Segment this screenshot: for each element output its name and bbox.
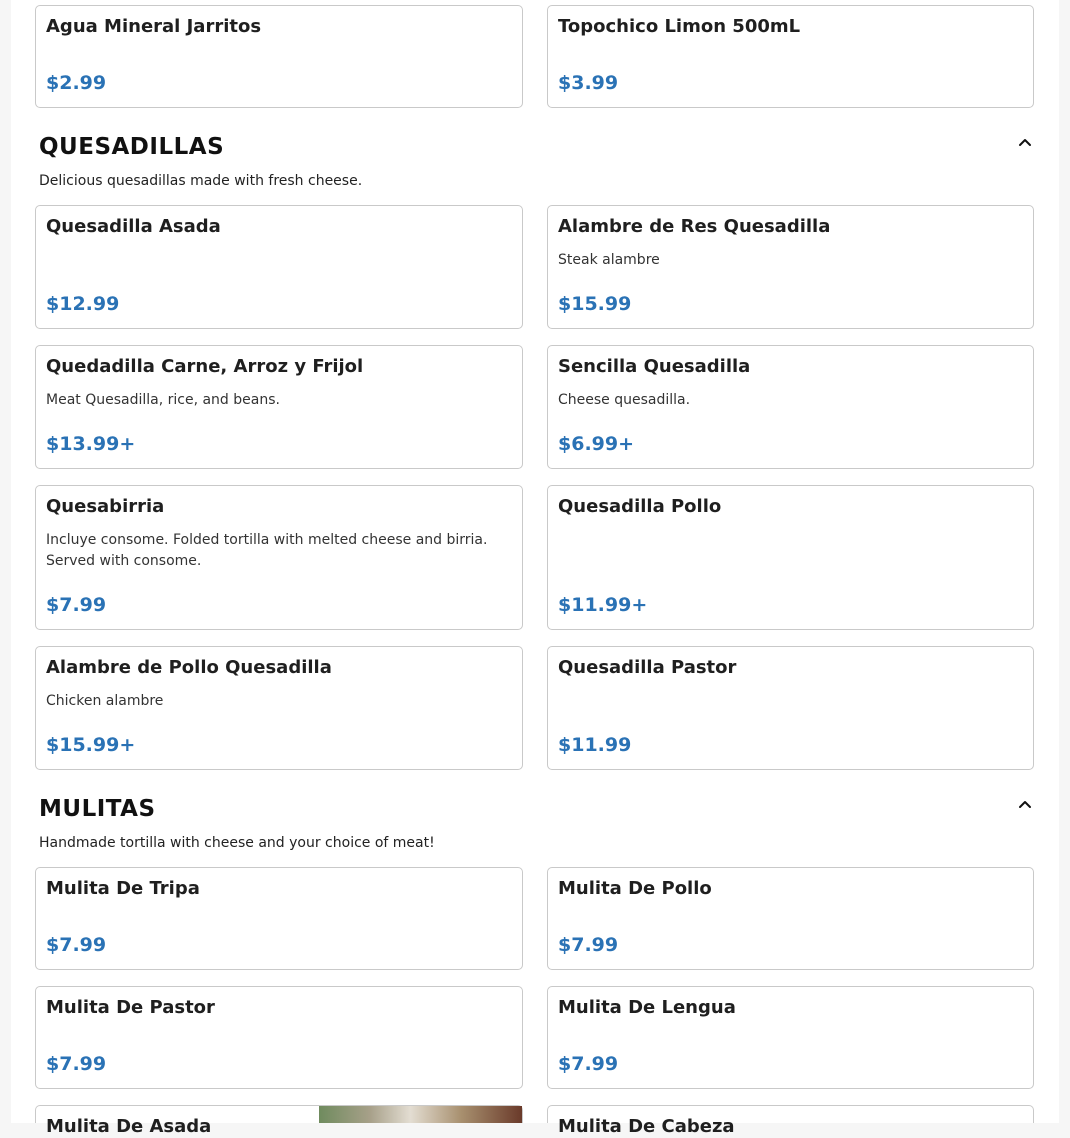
item-name: Alambre de Pollo Quesadilla: [46, 657, 332, 678]
item-price: $7.99: [46, 1053, 107, 1075]
item-price: $11.99+: [558, 594, 648, 616]
item-price: $15.99+: [46, 734, 136, 756]
menu-item-card[interactable]: [35, 646, 523, 770]
menu-item-card[interactable]: [547, 986, 1034, 1089]
menu-item-card[interactable]: [547, 345, 1034, 469]
item-price: $6.99+: [558, 433, 635, 455]
menu-item-card[interactable]: [35, 5, 523, 108]
section-description: Handmade tortilla with cheese and your choice of meat!: [39, 835, 435, 851]
menu-item-card[interactable]: [35, 485, 523, 630]
section-title-quesadillas: QUESADILLAS: [39, 134, 225, 160]
item-description: Cheese quesadilla.: [558, 392, 691, 408]
menu-item-card[interactable]: [35, 986, 523, 1089]
item-name: Mulita De Cabeza: [558, 1116, 735, 1137]
item-photo: [319, 1106, 522, 1123]
item-price: $2.99: [46, 72, 107, 94]
item-price: $7.99: [558, 934, 619, 956]
item-name: Quesadilla Asada: [46, 216, 221, 237]
menu-item-card[interactable]: [547, 867, 1034, 970]
menu-item-card[interactable]: [35, 1105, 523, 1137]
item-name: Mulita De Pastor: [46, 997, 215, 1018]
item-name: Sencilla Quesadilla: [558, 356, 751, 377]
item-name: Quesadilla Pollo: [558, 496, 722, 517]
chevron-up-icon[interactable]: [1014, 793, 1036, 815]
item-name: Mulita De Tripa: [46, 878, 200, 899]
menu-item-card[interactable]: [547, 5, 1034, 108]
item-price: $7.99: [46, 594, 107, 616]
item-price: $15.99: [558, 293, 632, 315]
item-name: Alambre de Res Quesadilla: [558, 216, 831, 237]
menu-page: [11, 0, 1059, 1137]
item-description: Steak alambre: [558, 252, 660, 268]
menu-item-card[interactable]: [35, 205, 523, 329]
section-description: Delicious quesadillas made with fresh cheese.: [39, 173, 363, 189]
section-title-mulitas: MULITAS: [39, 796, 156, 822]
item-description: Meat Quesadilla, rice, and beans.: [46, 392, 280, 408]
menu-item-card[interactable]: [547, 1105, 1034, 1137]
item-name: Mulita De Asada: [46, 1116, 212, 1137]
item-price: $3.99: [558, 72, 619, 94]
item-name: Mulita De Pollo: [558, 878, 712, 899]
item-description: Chicken alambre: [46, 693, 164, 709]
item-name: Quedadilla Carne, Arroz y Frijol: [46, 356, 364, 377]
item-name: Agua Mineral Jarritos: [46, 16, 262, 37]
menu-item-card[interactable]: [35, 345, 523, 469]
item-price: $11.99: [558, 734, 632, 756]
item-price: $13.99+: [46, 433, 136, 455]
item-price: $7.99: [46, 934, 107, 956]
chevron-up-icon[interactable]: [1014, 131, 1036, 153]
item-name: Topochico Limon 500mL: [558, 16, 801, 37]
menu-item-card[interactable]: [547, 646, 1034, 770]
item-name: Quesadilla Pastor: [558, 657, 737, 678]
item-price: $7.99: [558, 1053, 619, 1075]
menu-item-card[interactable]: [547, 485, 1034, 630]
menu-item-card[interactable]: [547, 205, 1034, 329]
item-price: $12.99: [46, 293, 120, 315]
menu-item-card[interactable]: [35, 867, 523, 970]
item-description: Incluye consome. Folded tortilla with melted cheese and birria. Served with consome.: [46, 532, 488, 569]
item-name: Quesabirria: [46, 496, 165, 517]
item-name: Mulita De Lengua: [558, 997, 736, 1018]
